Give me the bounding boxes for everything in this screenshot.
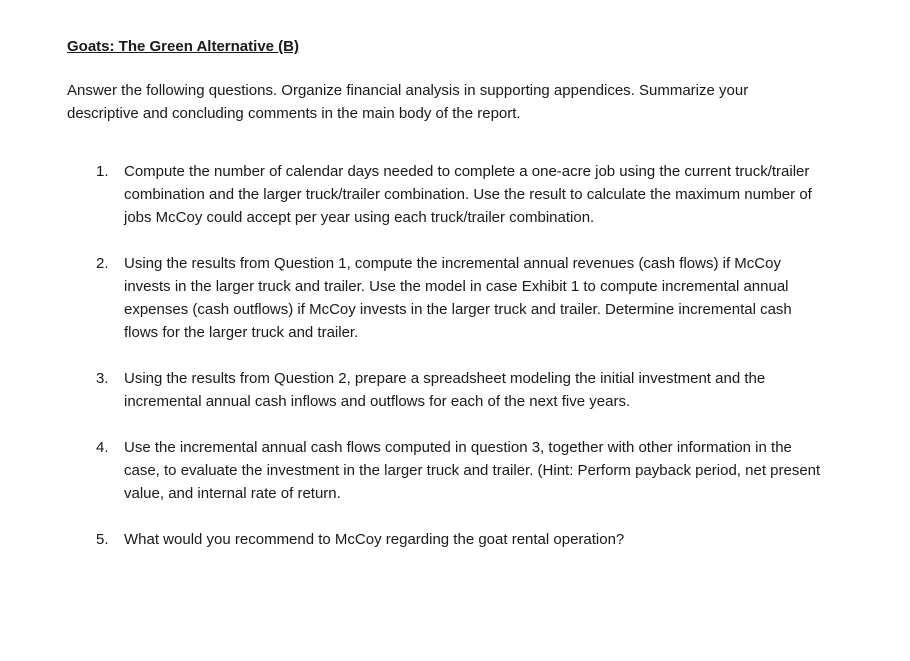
question-list bbox=[67, 160, 867, 551]
intro-paragraph: Answer the following questions. Organize financial analysis in supporting appendices. Summarize your descriptive and concluding comments in the main body of the report. bbox=[67, 82, 749, 122]
list-item bbox=[67, 252, 824, 344]
question-text: Use the incremental annual cash flows computed in question 3, together with other information in the case, to evaluate the investment in the larger truck and trailer. (Hint: Perform payback period, net present value, and internal rate of return. bbox=[124, 439, 821, 502]
question-number: 5. bbox=[96, 531, 109, 548]
document-title: Goats: The Green Alternative (B) bbox=[67, 38, 299, 55]
question-number: 1. bbox=[96, 163, 109, 180]
question-number: 2. bbox=[96, 255, 109, 272]
list-item bbox=[67, 528, 824, 551]
question-number: 3. bbox=[96, 370, 109, 387]
document bbox=[67, 36, 867, 574]
list-item bbox=[67, 367, 824, 413]
question-text: Compute the number of calendar days needed to complete a one-acre job using the current truck/trailer combination and the larger truck/trailer combination. Use the result to calculate the maximum number of jobs McCoy could accept per year using each truck/trailer combination. bbox=[124, 163, 812, 226]
question-text: Using the results from Question 2, prepare a spreadsheet modeling the initial investment and the incremental annual cash inflows and outflows for each of the next five years. bbox=[124, 370, 766, 410]
list-item bbox=[67, 160, 824, 229]
question-number: 4. bbox=[96, 439, 109, 456]
list-item bbox=[67, 436, 824, 505]
question-text: Using the results from Question 1, compute the incremental annual revenues (cash flows) if McCoy invests in the larger truck and trailer. Use the model in case Exhibit 1 to compute incremental annual expenses (cash outflows) if McCoy invests in the larger truck and trailer. Determine incremental cash flows for the larger truck and trailer. bbox=[124, 255, 792, 341]
question-text: What would you recommend to McCoy regarding the goat rental operation? bbox=[124, 531, 625, 548]
